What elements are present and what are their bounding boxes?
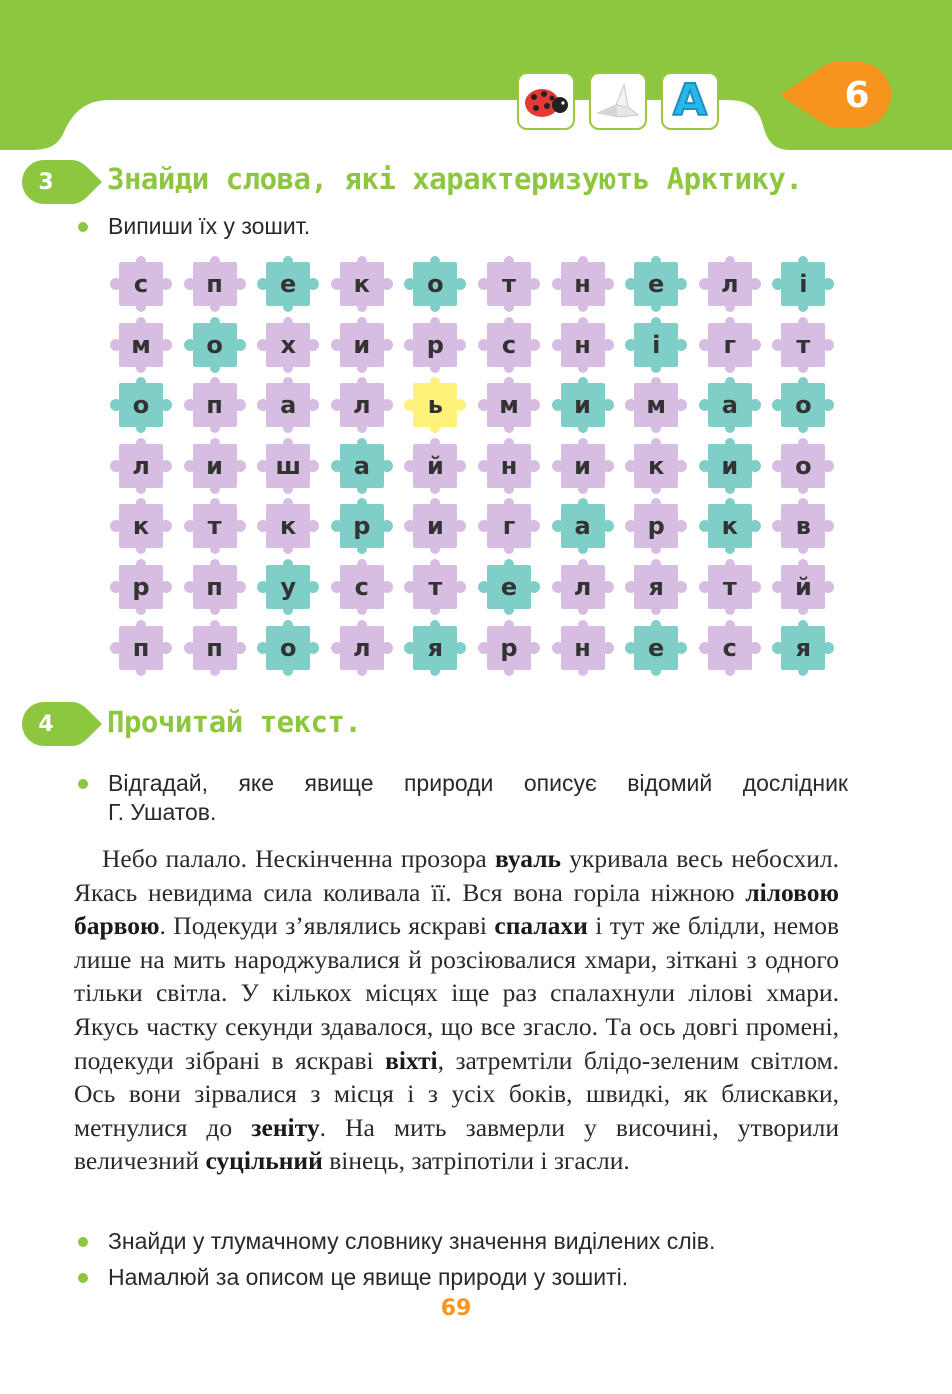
puzzle-piece xyxy=(478,498,540,554)
puzzle-piece xyxy=(772,559,834,615)
puzzle-piece xyxy=(184,256,246,312)
puzzle-letter: а xyxy=(574,512,591,541)
passage-text: . Подекуди з’являлись яскраві xyxy=(159,911,495,941)
puzzle-piece xyxy=(699,498,761,554)
puzzle-letter: р xyxy=(500,633,518,662)
puzzle-piece xyxy=(552,256,614,312)
puzzle-letter: о xyxy=(795,391,812,420)
puzzle-letter: и xyxy=(721,451,739,480)
puzzle-piece xyxy=(552,559,614,615)
puzzle-piece xyxy=(404,498,466,554)
puzzle-letter: й xyxy=(794,573,812,601)
puzzle-letter: и xyxy=(206,451,223,480)
puzzle-piece xyxy=(331,377,393,433)
bullet-dot xyxy=(78,222,88,232)
puzzle-piece xyxy=(625,498,687,554)
task-4-number: 4 xyxy=(38,711,54,737)
bullet-dot xyxy=(78,1273,88,1283)
puzzle-piece xyxy=(699,620,761,676)
puzzle-piece xyxy=(184,438,246,494)
puzzle-piece xyxy=(772,377,834,433)
puzzle-piece xyxy=(552,438,614,494)
puzzle-piece xyxy=(625,438,687,494)
puzzle-letter: е xyxy=(280,270,297,298)
puzzle-piece xyxy=(331,317,393,373)
puzzle-piece xyxy=(625,317,687,373)
puzzle-piece xyxy=(331,438,393,494)
highlighted-word: ліловою барвою xyxy=(74,877,839,941)
puzzle-piece xyxy=(699,256,761,312)
puzzle-piece xyxy=(331,620,393,676)
puzzle-letter: х xyxy=(280,330,296,359)
puzzle-letter: и xyxy=(353,330,371,359)
puzzle-letter: р xyxy=(353,512,371,541)
puzzle-letter: с xyxy=(133,270,149,298)
puzzle-piece xyxy=(404,256,466,312)
puzzle-letter: о xyxy=(279,633,297,662)
puzzle-piece xyxy=(184,498,246,554)
letter-puzzle-grid xyxy=(110,256,844,676)
puzzle-letter: у xyxy=(280,573,297,601)
passage-text: , затремтіли блідо-зеленим світлом. Ось вони зірвалися з місця і з усіх боків, швидкі, як блискавки, метнулися до xyxy=(74,1045,839,1142)
puzzle-letter: о xyxy=(795,451,812,480)
puzzle-piece xyxy=(184,377,246,433)
puzzle-piece xyxy=(772,498,834,554)
puzzle-piece xyxy=(699,377,761,433)
puzzle-letter: я xyxy=(427,633,444,662)
puzzle-letter: к xyxy=(721,512,738,541)
task-4-instruction: Відгадай, яке явище природи описує відомий дослідник Г. Ушатов. xyxy=(78,769,848,827)
puzzle-letter: ш xyxy=(275,451,301,480)
puzzle-letter: а xyxy=(353,451,370,480)
puzzle-piece xyxy=(184,620,246,676)
puzzle-piece xyxy=(110,317,172,373)
puzzle-piece xyxy=(478,256,540,312)
ladybug-icon xyxy=(517,72,575,130)
puzzle-letter: п xyxy=(206,573,223,601)
puzzle-letter: н xyxy=(574,330,591,359)
passage-text: і тут же блідли, немов лише на мить народжувалися й розсіювалися хмари, зіткані з одного тільки світла. У кількох місцях іще раз спалахнули лілові хмари. Якусь частку секунди здавалося, що все згасло. Та ось довгі промені, подекуди зібрані в яскраві xyxy=(74,911,839,1075)
puzzle-letter: я xyxy=(648,573,664,601)
puzzle-piece xyxy=(625,256,687,312)
puzzle-piece xyxy=(478,377,540,433)
task-4-bullet-1: Знайди у тлумачному словнику значення виділених слів. xyxy=(78,1227,848,1256)
puzzle-piece xyxy=(552,317,614,373)
puzzle-letter: ь xyxy=(427,391,443,420)
puzzle-letter: т xyxy=(502,270,516,298)
puzzle-piece xyxy=(110,377,172,433)
puzzle-letter: и xyxy=(574,451,591,480)
puzzle-letter: и xyxy=(574,391,591,420)
puzzle-letter: е xyxy=(500,573,518,601)
puzzle-letter: п xyxy=(206,633,223,662)
puzzle-letter: с xyxy=(722,633,737,662)
puzzle-piece xyxy=(404,317,466,373)
puzzle-letter: м xyxy=(499,391,519,420)
puzzle-letter: л xyxy=(721,270,739,298)
puzzle-letter: т xyxy=(796,330,811,359)
passage-text: Небо палало. Нескінченна прозора xyxy=(102,844,495,873)
puzzle-piece xyxy=(478,317,540,373)
page-number: 69 xyxy=(440,1296,472,1321)
puzzle-letter: л xyxy=(353,391,371,420)
puzzle-letter: т xyxy=(207,512,222,541)
puzzle-letter: а xyxy=(721,391,738,420)
puzzle-letter: к xyxy=(132,512,150,541)
highlighted-word: віхті xyxy=(385,1045,438,1075)
puzzle-piece xyxy=(699,317,761,373)
puzzle-letter: о xyxy=(427,270,444,298)
task-3-title: Знайди слова, які характеризують Арктику. xyxy=(107,162,803,196)
puzzle-piece xyxy=(478,620,540,676)
letter-a-icon: А xyxy=(661,72,719,130)
puzzle-piece xyxy=(625,559,687,615)
puzzle-piece xyxy=(625,377,687,433)
puzzle-letter: а xyxy=(280,391,297,420)
task-3-instruction: Випиши їх у зошит. xyxy=(78,212,848,241)
puzzle-letter: л xyxy=(353,633,371,662)
puzzle-letter: с xyxy=(354,573,369,601)
puzzle-piece xyxy=(331,559,393,615)
puzzle-letter: п xyxy=(132,633,150,662)
puzzle-letter: н xyxy=(574,633,591,662)
puzzle-piece xyxy=(478,438,540,494)
puzzle-letter: г xyxy=(502,512,516,541)
puzzle-letter: и xyxy=(426,512,444,541)
puzzle-letter: н xyxy=(574,270,591,298)
puzzle-piece xyxy=(331,498,393,554)
puzzle-letter: о xyxy=(206,330,223,359)
passage-text: укривала весь небосхил. Якась невидима сила коливала її. Вся вона горіла ніжною xyxy=(74,844,839,907)
task-3-number: 3 xyxy=(38,169,54,195)
puzzle-letter: й xyxy=(426,451,444,480)
puzzle-letter: е xyxy=(648,633,665,662)
puzzle-piece xyxy=(110,438,172,494)
puzzle-piece xyxy=(699,438,761,494)
puzzle-letter: к xyxy=(280,512,297,541)
puzzle-letter: р xyxy=(647,512,665,541)
highlighted-word: зеніту xyxy=(251,1112,320,1142)
puzzle-piece xyxy=(552,620,614,676)
puzzle-piece xyxy=(772,317,834,373)
passage-text: . На мить завмерли у височині, утворили величезний xyxy=(74,1112,839,1176)
puzzle-piece xyxy=(257,620,319,676)
puzzle-piece xyxy=(478,559,540,615)
bullet-dot xyxy=(78,1237,88,1247)
puzzle-letter: т xyxy=(722,573,737,601)
reading-passage xyxy=(74,842,839,1178)
puzzle-piece xyxy=(257,256,319,312)
puzzle-letter: е xyxy=(648,270,665,298)
task-4-title: Прочитай текст. xyxy=(107,705,362,739)
puzzle-letter: л xyxy=(132,451,150,480)
puzzle-letter: с xyxy=(501,330,517,359)
highlighted-word: вуаль xyxy=(494,844,562,873)
puzzle-piece xyxy=(257,438,319,494)
puzzle-letter: в xyxy=(795,512,811,541)
puzzle-piece xyxy=(772,438,834,494)
puzzle-letter: о xyxy=(132,391,150,420)
puzzle-piece xyxy=(110,256,172,312)
puzzle-letter: м xyxy=(131,330,151,359)
puzzle-letter: і xyxy=(799,270,808,298)
puzzle-letter: р xyxy=(132,573,150,601)
puzzle-letter: я xyxy=(795,633,812,662)
puzzle-piece xyxy=(552,498,614,554)
puzzle-piece xyxy=(184,559,246,615)
bullet-dot xyxy=(78,779,88,789)
puzzle-piece xyxy=(110,559,172,615)
highlighted-word: спалахи xyxy=(494,911,588,941)
puzzle-letter: р xyxy=(426,330,444,359)
puzzle-letter: к xyxy=(648,451,665,480)
task-4-bullet-2: Намалюй за описом це явище природи у зошиті. xyxy=(78,1263,848,1292)
highlighted-word: суцільний xyxy=(205,1146,323,1176)
origami-bird-icon xyxy=(589,72,647,130)
puzzle-letter: п xyxy=(206,270,223,298)
puzzle-letter: н xyxy=(500,451,518,480)
puzzle-piece xyxy=(257,377,319,433)
puzzle-piece xyxy=(552,377,614,433)
puzzle-letter: п xyxy=(206,391,223,420)
puzzle-piece xyxy=(404,377,466,433)
puzzle-piece xyxy=(772,620,834,676)
puzzle-letter: і xyxy=(652,330,661,359)
puzzle-piece xyxy=(625,620,687,676)
puzzle-piece xyxy=(404,620,466,676)
puzzle-piece xyxy=(184,317,246,373)
puzzle-piece xyxy=(110,498,172,554)
puzzle-letter: л xyxy=(573,573,592,601)
puzzle-piece xyxy=(331,256,393,312)
puzzle-piece xyxy=(110,620,172,676)
passage-text: вінець, затріпотіли і згасли. xyxy=(322,1146,630,1176)
puzzle-piece xyxy=(257,498,319,554)
puzzle-piece xyxy=(257,559,319,615)
puzzle-letter: м xyxy=(646,391,666,420)
puzzle-piece xyxy=(404,438,466,494)
puzzle-letter: к xyxy=(353,270,370,298)
puzzle-letter: г xyxy=(723,330,737,359)
unit-number: 6 xyxy=(844,74,870,116)
puzzle-piece xyxy=(404,559,466,615)
puzzle-piece xyxy=(257,317,319,373)
puzzle-piece xyxy=(699,559,761,615)
puzzle-piece xyxy=(772,256,834,312)
puzzle-letter: т xyxy=(428,573,443,601)
